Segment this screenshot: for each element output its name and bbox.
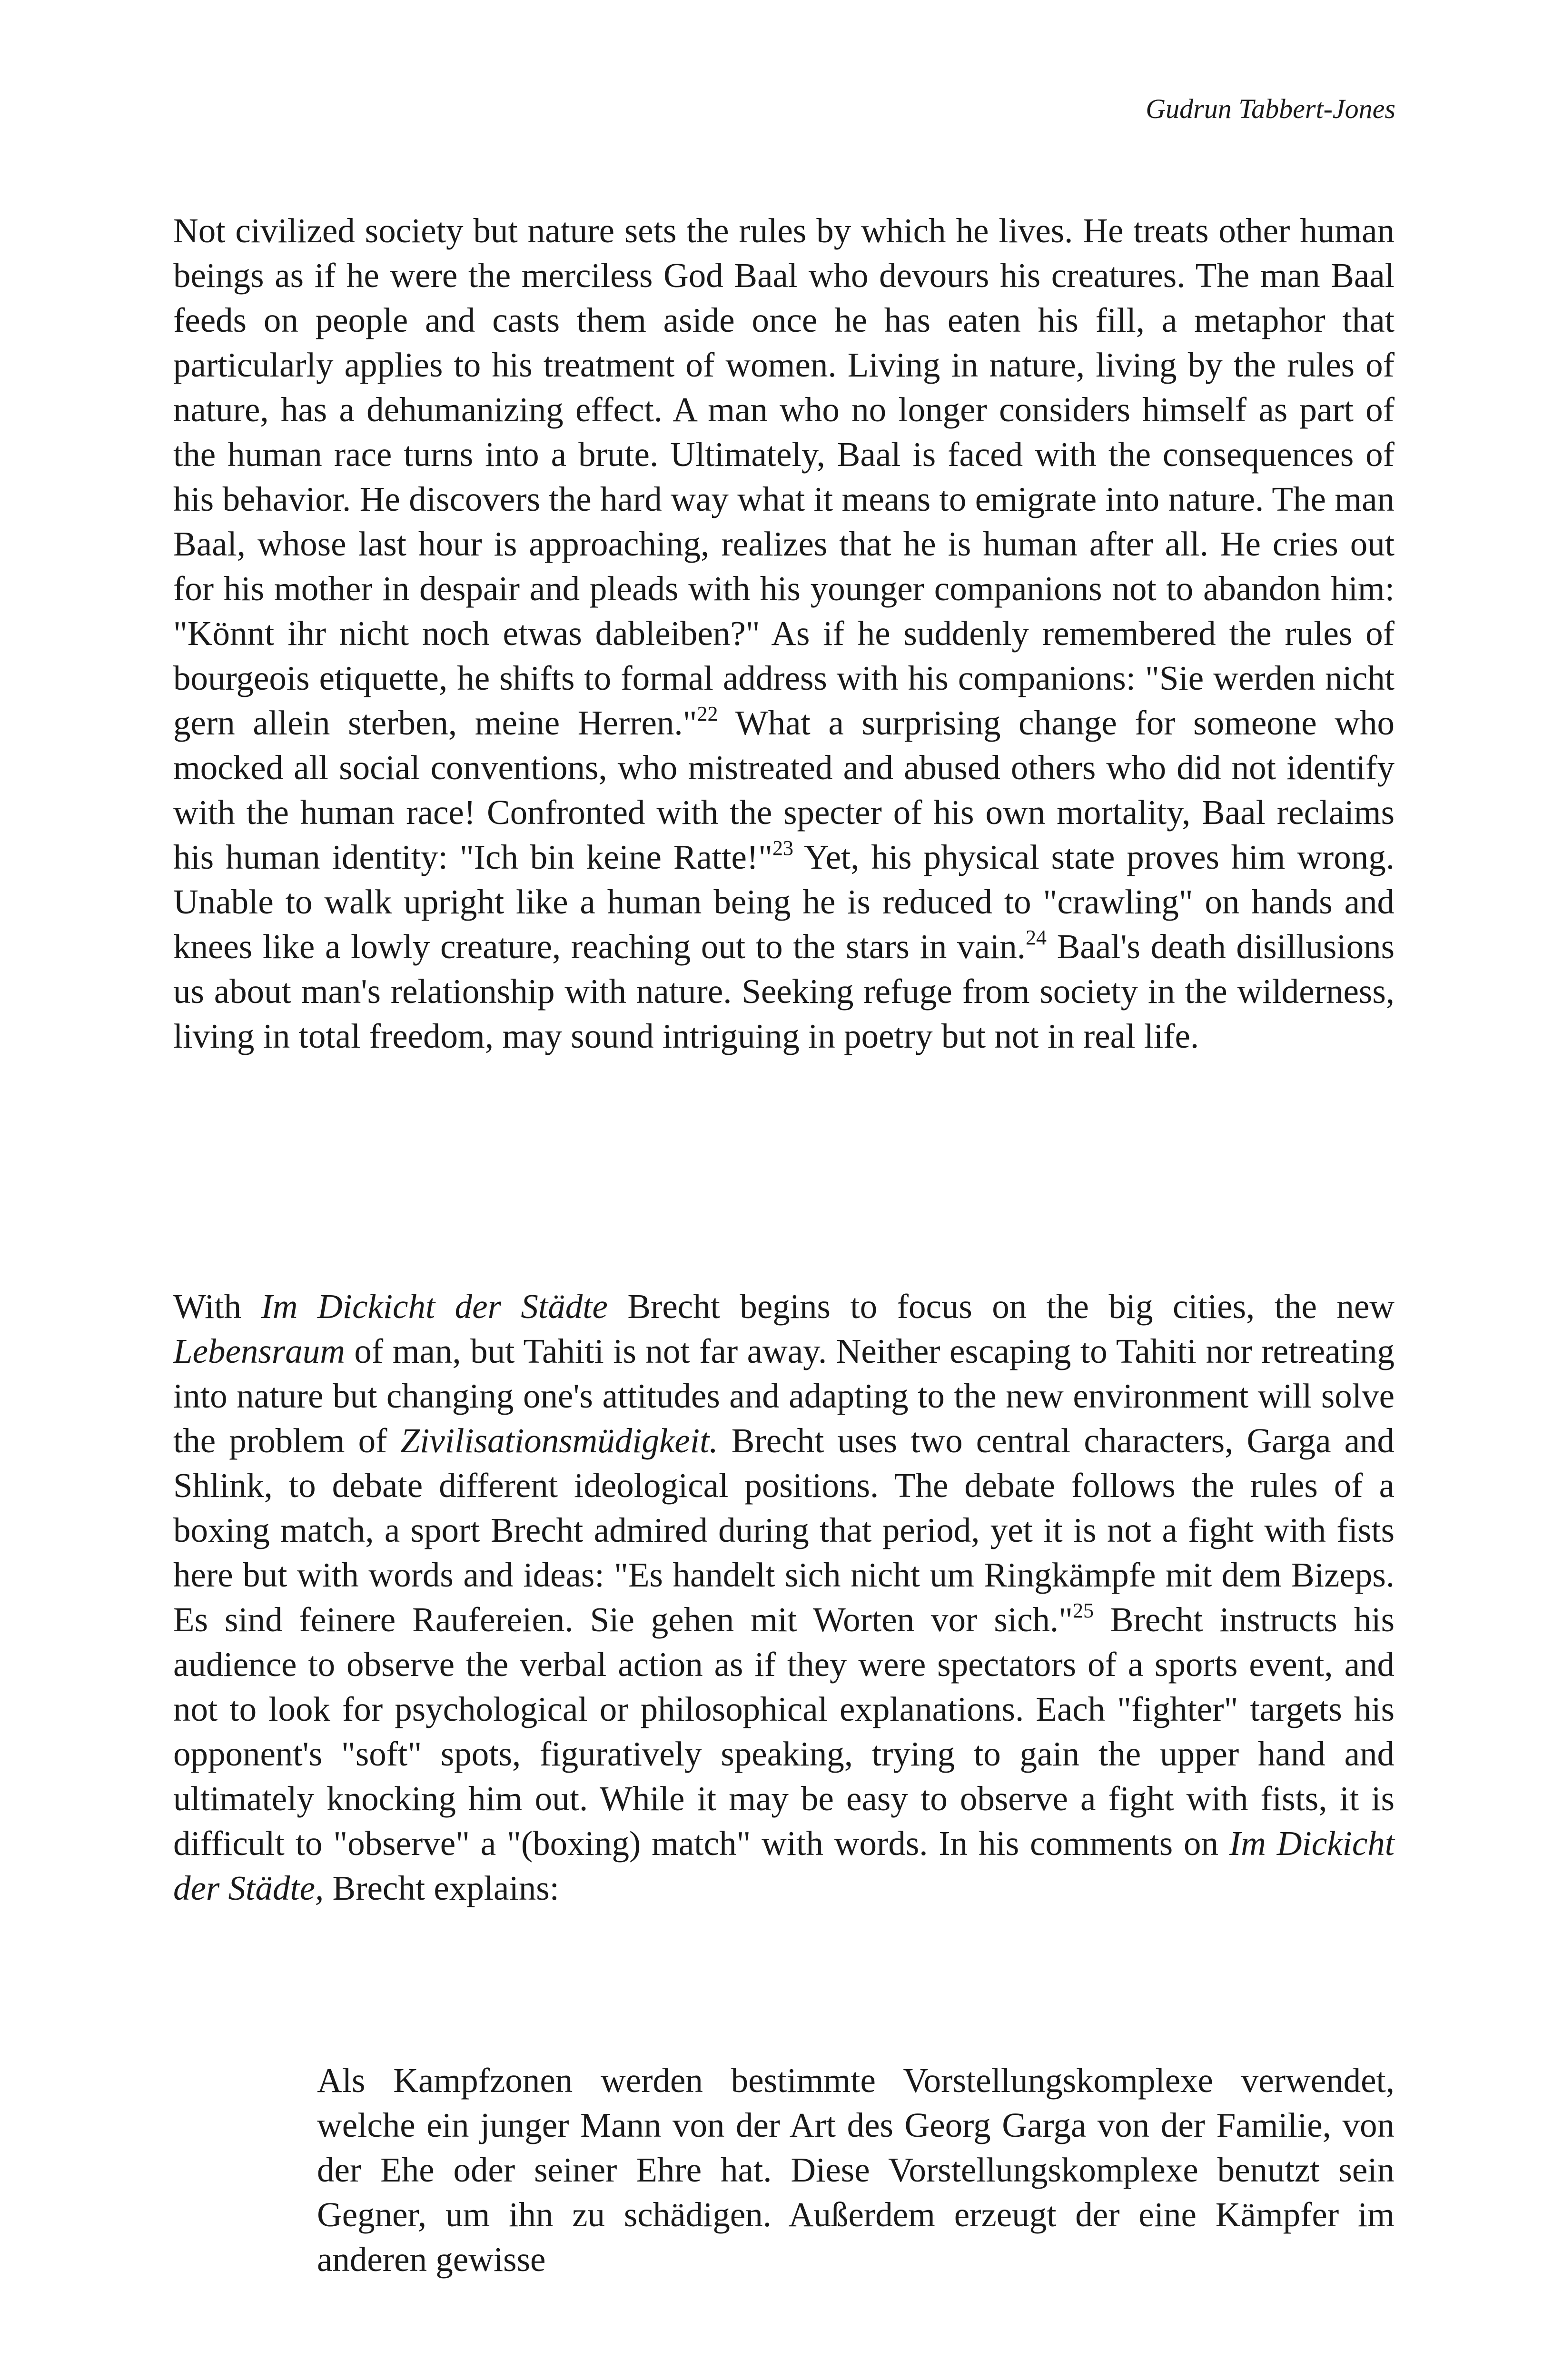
paragraph-text: Brecht explains: [324, 1869, 559, 1907]
body-paragraph-1 [173, 208, 1395, 1059]
block-quote-text: Als Kampfzonen werden bestimmte Vorstellungskomplexe verwendet, welche ein junger Mann von der Art des Georg Garga von der Familie, von der Ehe oder seiner Ehre hat. Diese Vorstellungskomplexe benutzt sein Gegner, um ihn zu schädigen. Außerdem erzeugt der eine Kämpfer im anderen gewisse [317, 2061, 1395, 2279]
block-quote [317, 2058, 1395, 2282]
footnote-marker-24: 24 [1025, 925, 1047, 949]
paragraph-text: Brecht uses two central characters, Garga and Shlink, to debate different ideological positions. The debate follows the rules of a boxing match, a sport Brecht admired during that period, yet it is not a fight with fists here but with words and ideas: "Es handelt sich nicht um Ringkämpfe mit dem Bizeps. Es sind feinere Raufereien. Sie gehen mit Worten vor sich." [173, 1421, 1395, 1639]
paragraph-text: of man, but Tahiti is not far away. Neither escaping to Tahiti nor retreating into nature but changing one's attitudes and adapting to the new environment will solve the problem of [173, 1332, 1395, 1460]
footnote-marker-25: 25 [1072, 1598, 1094, 1622]
paragraph-text: Baal's death disillusions us about man's relationship with nature. Seeking refuge from society in the wilderness, living in total freedom, may sound intriguing in poetry but not in real life. [173, 927, 1395, 1055]
italic-title: Im Dickicht der Städte, [173, 1824, 1395, 1907]
italic-title: Im Dickicht der Städte [261, 1287, 608, 1326]
paragraph-text: Brecht instructs his audience to observe the verbal action as if they were spectators of a sports event, and not to look for psychological or philosophical explanations. Each "fighter" targets his opponent's "soft" spots, figuratively speaking, trying to gain the upper hand and ultimately knocking him out. While it may be easy to observe a fight with fists, it is difficult to "observe" a "(boxing) match" with words. In his comments on [173, 1600, 1395, 1863]
paragraph-text: What a surprising change for someone who mocked all social conventions, who mistreated and abused others who did not identify with the human race! Confronted with the specter of his own mortality, Baal reclaims his human identity: "Ich bin keine Ratte!" [173, 704, 1395, 876]
paragraph-text: With [173, 1287, 261, 1326]
paragraph-text: Brecht begins to focus on the big cities, the new [607, 1287, 1395, 1326]
running-head-author: Gudrun Tabbert-Jones [1146, 93, 1395, 124]
paragraph-text: Not civilized society but nature sets the rules by which he lives. He treats other human beings as if he were the merciless God Baal who devours his creatures. The man Baal feeds on people and casts them aside once he has eaten his fill, a metaphor that particularly applies to his treatment of women. Living in nature, living by the rules of nature, has a dehumanizing effect. A man who no longer considers himself as part of the human race turns into a brute. Ultimately, Baal is faced with the consequences of his behavior. He discovers the hard way what it means to emigrate into nature. The man Baal, whose last hour is approaching, realizes that he is human after all. He cries out for his mother in despair and pleads with his younger companions not to abandon him: "Könnt ihr nicht noch etwas dableiben?" As if he suddenly remembered the rules of bourgeois etiquette, he shifts to formal address with his companions: "Sie werden nicht gern allein sterben, meine Herren." [173, 211, 1395, 742]
footnote-marker-23: 23 [772, 836, 793, 860]
footnote-marker-22: 22 [697, 702, 718, 725]
italic-term: Lebensraum [173, 1332, 345, 1370]
paragraph-text: Yet, his physical state proves him wrong. Unable to walk upright like a human being he is reduced to "crawling" on hands and knees like a lowly creature, reaching out to the stars in vain. [173, 838, 1395, 966]
italic-term: Zivilisationsmüdigkeit. [400, 1421, 718, 1460]
body-paragraph-2 [173, 1284, 1395, 1911]
